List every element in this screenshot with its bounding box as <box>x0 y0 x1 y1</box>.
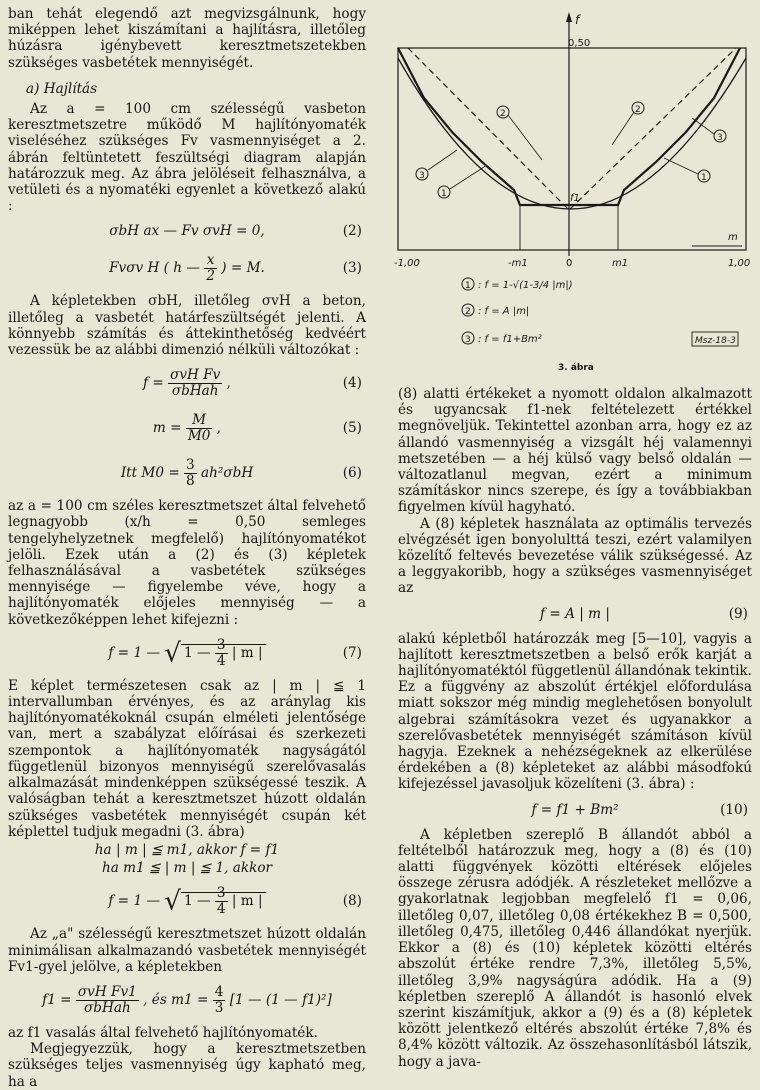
paragraph-6: az f1 vasalás által felvehető hajlítónyomaték. <box>8 1024 318 1041</box>
equation-number: (2) <box>342 223 362 240</box>
marker-label: 3 <box>717 133 723 143</box>
fraction-denominator: M0 <box>187 428 211 445</box>
fraction-denominator: 2 <box>206 268 215 285</box>
fraction-denominator: 4 <box>216 901 226 918</box>
tick-label: -1,00 <box>394 258 420 269</box>
equation-5-fraction <box>186 413 213 444</box>
equation-8-fraction <box>215 886 228 917</box>
equation-5-lhs: m = <box>152 420 182 437</box>
equation-8-radicand <box>181 885 266 918</box>
equation-number: (6) <box>342 465 362 482</box>
equation-number: (3) <box>342 260 362 277</box>
fraction-denominator: 8 <box>186 473 195 490</box>
equation-f1 <box>8 980 366 1020</box>
equation-8-lhs: f = 1 — <box>108 893 161 910</box>
marker-label: 1 <box>465 281 471 291</box>
left-column <box>8 6 366 1090</box>
equation-number: (5) <box>342 420 362 437</box>
marker-label: 3 <box>419 171 425 181</box>
equation-9-body: f = A | m | <box>540 605 610 622</box>
leader-line <box>508 115 542 160</box>
equation-4-tail: , <box>226 375 231 392</box>
equation-m1-fraction <box>213 985 226 1016</box>
legend-formula-3: : f = f1+Bm² <box>478 334 542 345</box>
legend-formula-2: : f = A |m| <box>478 306 530 317</box>
equation-10 <box>398 798 752 822</box>
marker-label: 2 <box>500 109 506 119</box>
paragraph-1: Az a = 100 cm szélességű vasbeton keresztmetszetre működő M hajlítónyomaték viseléséhez szükséges Fv vasmennyiséget a 2. ábrán feltüntetett feszültségi diagram alapján határozzuk meg. Az ábra jelöléseit felhasználva, a vetületi és a nyomatéki egyenlet a következő alakú : <box>8 101 366 215</box>
equation-7-fraction <box>215 638 228 669</box>
condition-1: ha | m | ≦ m1, akkor f = f1 <box>94 841 280 858</box>
fraction-numerator: M <box>192 412 207 429</box>
equation-number: (4) <box>342 375 362 392</box>
fraction-denominator: σbHah <box>168 383 222 399</box>
radicand-part: | m | <box>231 893 263 910</box>
equation-f1-tail: [1 — (1 — f1)²] <box>229 991 332 1008</box>
stamp-label: Msz-18-3 <box>695 336 736 346</box>
fraction-denominator: 4 <box>216 652 226 669</box>
equation-3 <box>8 248 366 288</box>
tick-label: 0 <box>566 258 573 269</box>
level-label: 0,50 <box>568 38 591 49</box>
leader-line <box>612 112 634 145</box>
curve-2-linear <box>408 48 736 210</box>
equation-6-fraction <box>184 458 197 489</box>
m-axis-label: m <box>728 232 738 243</box>
equation-7-lhs: f = 1 — <box>108 644 161 661</box>
paragraph-7: Megjegyezzük, hogy a keresztmetszetben szükséges teljes vasmennyiség úgy kapható meg, ha a <box>8 1041 366 1090</box>
equation-3-lhs: Fvσv H ( h — <box>109 260 200 277</box>
marker-label: 2 <box>635 105 641 115</box>
fraction-numerator: σvH Fv <box>170 367 221 384</box>
section-heading: a) Hajlítás <box>26 80 98 97</box>
curve-3-parabola <box>398 58 746 209</box>
paragraph-4: E képlet természetesen csak az | m | ≦ 1 intervallumban érvényes, és az aránylag kis hajlítónyomatékoknál csupán elméleti jelentősége van, mert a szabályzat előírásai és szerkezeti szempontok a hajlítónyomaték nagyságától függetlenül bizonyos mennyiségű szerelővasalás alkalmazását mindenképpen szükségessé teszik. A valóságban tehát a keresztmetszet húzott oldalán szükséges vasbetétek mennyiségét csupán két képlettel tudjuk megadni (3. ábra) <box>8 677 366 840</box>
figure-caption: 3. ábra <box>558 363 594 373</box>
radicand-part: 1 — <box>183 644 211 661</box>
equation-f1-lhs: f1 = <box>42 991 72 1008</box>
equation-2 <box>8 219 366 243</box>
radicand-part: | m | <box>231 644 263 661</box>
fraction-numerator: 3 <box>216 885 226 902</box>
equation-4-fraction <box>168 368 222 399</box>
fraction-denominator: σbHah <box>76 1000 139 1016</box>
equation-number: (7) <box>342 644 362 661</box>
equation-5 <box>8 408 366 448</box>
equation-10-body: f = f1 + Bm² <box>531 801 619 818</box>
leader-line <box>450 165 487 189</box>
equation-8 <box>8 881 366 921</box>
marker-label: 2 <box>465 307 471 317</box>
equation-f1-fraction <box>76 985 139 1016</box>
equation-7 <box>8 633 366 673</box>
equation-6-lhs: Itt M0 = <box>120 465 180 482</box>
paragraph-r1: (8) alatti értékeket a nyomott oldalon alkalmazott és ugyancsak f1-nek feltételezett értékkel megnöveljük. Tekintettel azonban arra, hogy ez az állandó vasmennyiség a vizsgált héj valamennyi metszetében — a héj külső vagy belső oldalán — változatlanul megvan, ezért a minimum számításkor nincs szerepe, és így a továbbiakban figyelmen kívül hagyható. <box>398 386 752 516</box>
radical-sign: √ <box>164 638 181 669</box>
paragraph-5: Az „a" szélességű keresztmetszet húzott oldalán minimálisan alkalmazandó vasbetétek mennyiségét Fv1-gyel jelölve, a képletekben <box>8 926 366 975</box>
marker-label: 1 <box>701 173 707 183</box>
equation-6 <box>8 453 366 493</box>
equation-5-tail: , <box>216 420 222 437</box>
fraction-denominator: 3 <box>214 999 224 1016</box>
radical-sign: √ <box>164 886 181 917</box>
equation-number: (8) <box>342 893 362 910</box>
fraction-numerator: 3 <box>186 457 195 474</box>
right-column <box>398 386 752 1070</box>
equation-number: (9) <box>728 605 748 622</box>
leader-line <box>428 150 457 170</box>
paragraph-r2: A (8) képletek használata az optimális tervezés elvégzését igen bonyolulttá teszi, ezért valamilyen közelítő feltevés bevezetése válik szükségessé. Az a leggyakoribb, hogy a szükséges vasmennyiséget az <box>398 515 752 597</box>
paragraph-r3: alakú képletből határozzák meg [5—10], vagyis a hajlított keresztmetszetben a belső erők karját a hajlítónyomatéktól függetlenül állandónak tekintik. Ez a függvény az abszolút értékjel előfordulása miatt sokszor még mindig meglehetősen bonyolult algebrai számításokra vezet és ugyanakkor a szerelővasbetétek mennyiségét számításon kívül hagyja. Ezeknek a nehézségeknek az elkerülése érdekében a (8) képleteket az alábbi másodfokú kifejezéssel javasoljuk közelíteni (3. ábra) : <box>398 630 752 793</box>
f-axis-arrow <box>566 12 572 22</box>
figure-frame <box>398 48 746 250</box>
leader-line <box>664 158 698 174</box>
marker-label: 1 <box>441 189 447 199</box>
tick-label: m1 <box>612 258 629 269</box>
marker-label: 3 <box>465 335 471 345</box>
figure-3-diagram <box>392 0 758 392</box>
equation-number: (10) <box>720 801 748 818</box>
fraction-numerator: σvH Fv1 <box>77 983 137 1000</box>
paragraph-2: A képletekben σbH, illetőleg σvH a beton, illetőleg a vasbetét határfeszültségét jelenti. A könnyebb számítás és áttekinthetőség kedvéért vezessük be az alábbi dimenzió nélküli változókat : <box>8 293 366 359</box>
fraction-numerator: x <box>206 252 215 269</box>
equation-4-lhs: f = <box>143 375 164 392</box>
paragraph-intro: ban tehát elegendő azt megvizsgálnunk, hogy miképpen lehet kiszámítani a hajlításra, illetőleg húzásra igénybevett keresztmetszetekben szükséges vasbetétek mennyiségét. <box>8 6 366 71</box>
equation-3-rhs: ) = M. <box>221 260 265 277</box>
fraction-numerator: 3 <box>216 636 226 653</box>
figure-3 <box>392 0 758 392</box>
condition-2: ha m1 ≦ | m | ≦ 1, akkor <box>101 860 273 877</box>
legend-formula-1: : f = 1-√(1-3/4 |m|) <box>478 280 573 291</box>
paragraph-r4: A képletben szereplő B állandót abból a feltételből határozzuk meg, hogy a (8) és (10) alatti függvények közötti eltérések előjeles összege zérusra adódjék. A részleteket mellőzve a gyakorlatnak legjobban megfelelő f1 = 0,06, illetőleg 0,07, illetőleg 0,08 értékekhez B = 0,500, illetőleg 0,475, illetőleg 0,446 állandókat nyerjük. Ekkor a (8) és (10) képletek közötti eltérés abszolút értéke rendre 7,3%, illetőleg 5,5%, illetőleg 3,9% nagyságúra adódik. Ha a (9) képletben szereplő A állandót is hasonló elvek szerint kiszámítjuk, akkor a (9) és a (8) képletek között jelentkező eltérés abszolút értéke 7,8% és 8,4% között változik. Az összehasonlításból látszik, hogy a java- <box>398 826 752 1070</box>
equation-2-body: σbH ax — Fv σvH = 0, <box>109 223 265 240</box>
paragraph-3: az a = 100 cm széles keresztmetszet által felvehető legnagyobb (x/h = 0,50 semleges tengelyhelyzetnek megfelelő) hajlítónyomatékot jelöli. Ezek után a (2) és (3) képletek felhasználásával a vasbetétek szükséges mennyisége — figyelembe véve, hogy a hajlítónyomaték előjeles mennyiség — a következőképpen lehet kifejezni : <box>8 498 366 628</box>
tick-label: 1,00 <box>728 258 751 269</box>
fraction-numerator: 4 <box>214 983 224 1000</box>
equation-f1-mid: , és m1 = <box>143 991 209 1008</box>
equation-6-tail: ah²σbH <box>201 465 254 482</box>
equation-9 <box>398 602 752 626</box>
f1-label: f1 <box>570 193 580 204</box>
f-axis-label: f <box>575 13 580 27</box>
equation-3-fraction <box>204 253 217 284</box>
equation-7-radicand <box>181 636 266 669</box>
tick-label: -m1 <box>508 258 528 269</box>
equation-4 <box>8 363 366 403</box>
radicand-part: 1 — <box>183 893 211 910</box>
